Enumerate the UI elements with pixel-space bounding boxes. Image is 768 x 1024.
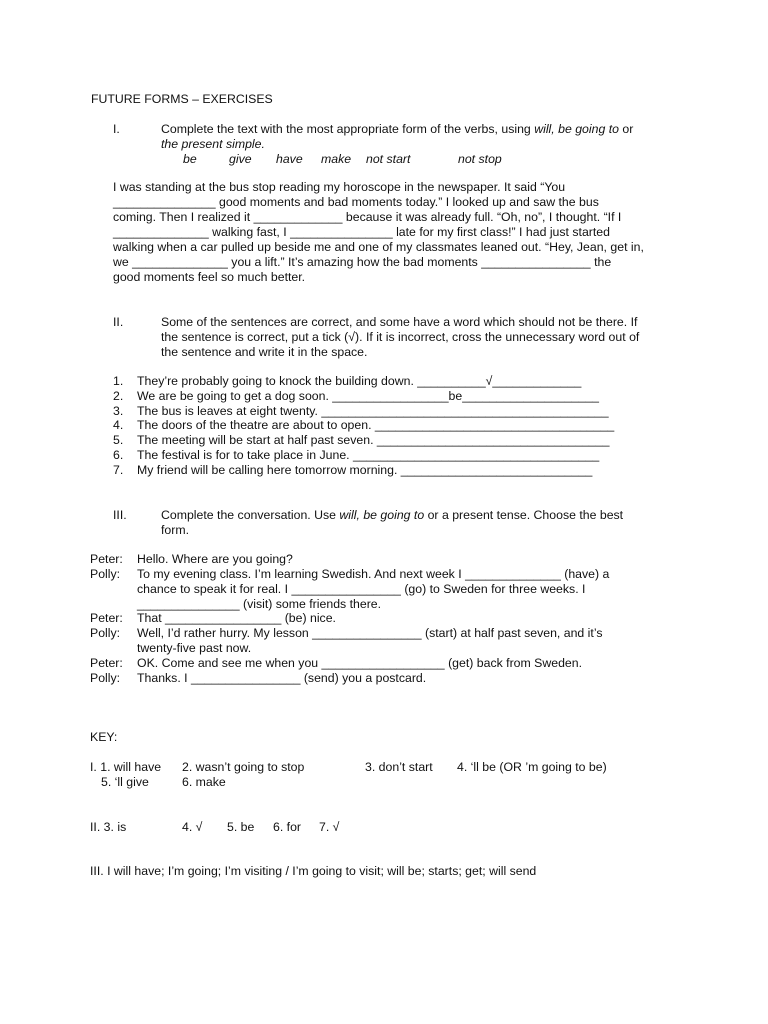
speaker-label: Peter: <box>90 656 123 670</box>
key-section2-answer: 7. √ <box>319 820 340 834</box>
text-line: I was standing at the bus stop reading my horoscope in the newspaper. It said “You <box>113 180 566 194</box>
key-section3-answer: III. I will have; I’m going; I’m visiting / I’m going to visit; will be; starts; get; will send <box>90 864 537 878</box>
dialogue-line: Well, I’d rather hurry. My lesson ________________ (start) at half past seven, and it’s <box>137 626 603 640</box>
key-section2-answer: 5. be <box>227 820 255 834</box>
section3-instruction-line2: form. <box>161 523 190 537</box>
section3-numeral: III. <box>113 508 127 522</box>
verb-item: not start <box>366 152 411 166</box>
dialogue-line: Hello. Where are you going? <box>137 552 293 566</box>
text-line: _______________ good moments and bad moments today.” I looked up and saw the bus <box>113 195 599 209</box>
text-line: good moments feel so much better. <box>113 270 306 284</box>
section1-instruction: Complete the text with the most appropriate form of the verbs, using will, be going to or <box>161 122 634 136</box>
exercise-item: 1. They’re probably going to knock the building down. __________√_____________ <box>113 374 582 388</box>
section3-instruction: Complete the conversation. Use will, be going to or a present tense. Choose the best <box>161 508 624 522</box>
key-section2-answer: 6. for <box>273 820 302 834</box>
dialogue-line: chance to speak it for real. I ________________ (go) to Sweden for three weeks. I <box>137 582 586 596</box>
key-section2-answer: 4. √ <box>182 820 203 834</box>
exercise-item: 5. The meeting will be start at half past seven. __________________________________ <box>113 433 610 447</box>
key-section1-answer: 3. don’t start <box>365 760 433 774</box>
verb-item: not stop <box>458 152 502 166</box>
section1-instruction-line2: the present simple. <box>161 137 265 151</box>
verb-item: have <box>276 152 303 166</box>
verb-item: be <box>183 152 197 166</box>
key-heading: KEY: <box>90 730 118 744</box>
horoscope-text <box>113 180 673 285</box>
verb-item: make <box>321 152 352 166</box>
exercise-item: 3. The bus is leaves at eight twenty. __________________________________________ <box>113 404 609 418</box>
key-section1-answer: 4. ‘ll be (OR ’m going to be) <box>457 760 607 774</box>
dialogue-line: That _________________ (be) nice. <box>137 611 336 625</box>
text-line: ______________ walking fast, I _______________ late for my first class!” I had just started <box>113 225 610 239</box>
key-section1-answer: 6. make <box>182 775 226 789</box>
section2-instruction: Some of the sentences are correct, and some have a word which should not be there. If the sentence is correct, put a tick (√). If it is incorrect, cross the unnecessary word out of the sentence and write it in the space. <box>161 315 640 359</box>
page-title: FUTURE FORMS – EXERCISES <box>91 92 273 106</box>
speaker-label: Polly: <box>90 567 121 581</box>
dialogue-line: twenty-five past now. <box>137 641 252 655</box>
speaker-label: Peter: <box>90 611 123 625</box>
key-section1-answer: 2. wasn’t going to stop <box>182 760 305 774</box>
exercise-item: 7. My friend will be calling here tomorrow morning. ____________________________ <box>113 463 593 477</box>
dialogue-line: OK. Come and see me when you __________________ (get) back from Sweden. <box>137 656 583 670</box>
section2-numeral: II. <box>113 315 124 329</box>
dialogue-line: To my evening class. I’m learning Swedish. And next week I ______________ (have) a <box>137 567 610 581</box>
speaker-label: Polly: <box>90 671 121 685</box>
key-section1-answer: I. 1. will have <box>90 760 162 774</box>
key-section1-answer: 5. ‘ll give <box>101 775 149 789</box>
speaker-label: Peter: <box>90 552 123 566</box>
verb-item: give <box>229 152 252 166</box>
text-line: walking when a car pulled up beside me and one of my classmates leaned out. “Hey, Jean, get in, <box>113 240 644 254</box>
dialogue-line: _______________ (visit) some friends there. <box>137 597 382 611</box>
text-line: coming. Then I realized it _____________ because it was already full. “Oh, no”, I thought. “If I <box>113 210 622 224</box>
dialogue-line: Thanks. I ________________ (send) you a postcard. <box>137 671 427 685</box>
exercise-item: 6. The festival is for to take place in June. ____________________________________ <box>113 448 600 462</box>
speaker-label: Polly: <box>90 626 121 640</box>
key-section2-answer: II. 3. is <box>90 820 127 834</box>
exercise-item: 4. The doors of the theatre are about to open. ___________________________________ <box>113 418 615 432</box>
exercise-item: 2. We are be going to get a dog soon. _________________be____________________ <box>113 389 600 403</box>
section1-numeral: I. <box>113 122 120 136</box>
text-line: we ______________ you a lift.” It’s amazing how the bad moments ________________ the <box>113 255 612 269</box>
